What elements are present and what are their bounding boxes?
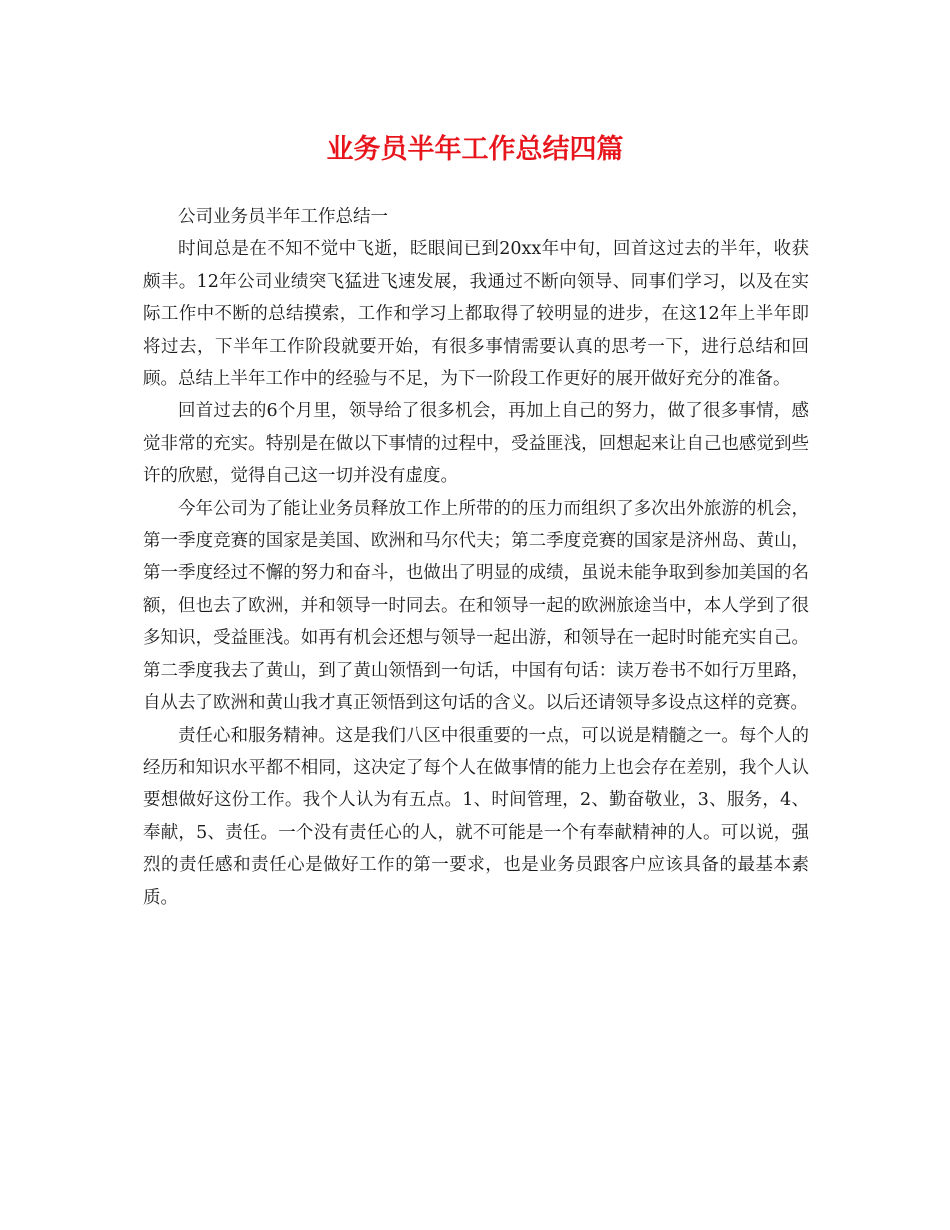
paragraph-1: 时间总是在不知不觉中飞逝，眨眼间已到20xx年中旬，回首这过去的半年，收获颇丰。12年公司业绩突飞猛进飞速发展，我通过不断向领导、同事们学习，以及在实际工作中不断的总结摸索，工作和学习上都取得了较明显的进步，在这12年上半年即将过去，下半年工作阶段就要开始，有很多事情需要认真的思考一下，进行总结和回顾。总结上半年工作中的经验与不足，为下一阶段工作更好的展开做好充分的准备。 <box>143 239 809 390</box>
document-title: 业务员半年工作总结四篇 <box>326 134 624 165</box>
paragraph-3: 今年公司为了能让业务员释放工作上所带的的压力而组织了多次出外旅游的机会，第一季度竞赛的国家是美国、欧洲和马尔代夫；第二季度竞赛的国家是济州岛、黄山，第一季度经过不懈的努力和奋斗，也做出了明显的成绩，虽说未能争取到参加美国的名额，但也去了欧洲，并和领导一时同去。在和领导一起的欧洲旅途当中，本人学到了很多知识，受益匪浅。如再有机会还想与领导一起出游，和领导在一起时时能充实自己。第二季度我去了黄山，到了黄山领悟到一句话，中国有句话：读万卷书不如行万里路，自从去了欧洲和黄山我才真正领悟到这句话的含义。以后还请领导多设点这样的竞赛。 <box>143 498 809 714</box>
document-body <box>143 201 809 914</box>
paragraph-4: 责任心和服务精神。这是我们八区中很重要的一点，可以说是精髓之一。每个人的经历和知识水平都不相同，这决定了每个人在做事情的能力上也会存在差别，我个人认要想做好这份工作。我个人认为有五点。1、时间管理，2、勤奋敬业，3、服务，4、奉献，5、责任。一个没有责任心的人，就不可能是一个有奉献精神的人。可以说，强烈的责任感和责任心是做好工作的第一要求，也是业务员跟客户应该具备的最基本素质。 <box>143 725 809 908</box>
paragraph-2: 回首过去的6个月里，领导给了很多机会，再加上自己的努力，做了很多事情，感觉非常的充实。特别是在做以下事情的过程中，受益匪浅，回想起来让自己也感觉到些许的欣慰，觉得自己这一切并没有虚度。 <box>143 401 809 487</box>
section-heading: 公司业务员半年工作总结一 <box>178 207 388 227</box>
